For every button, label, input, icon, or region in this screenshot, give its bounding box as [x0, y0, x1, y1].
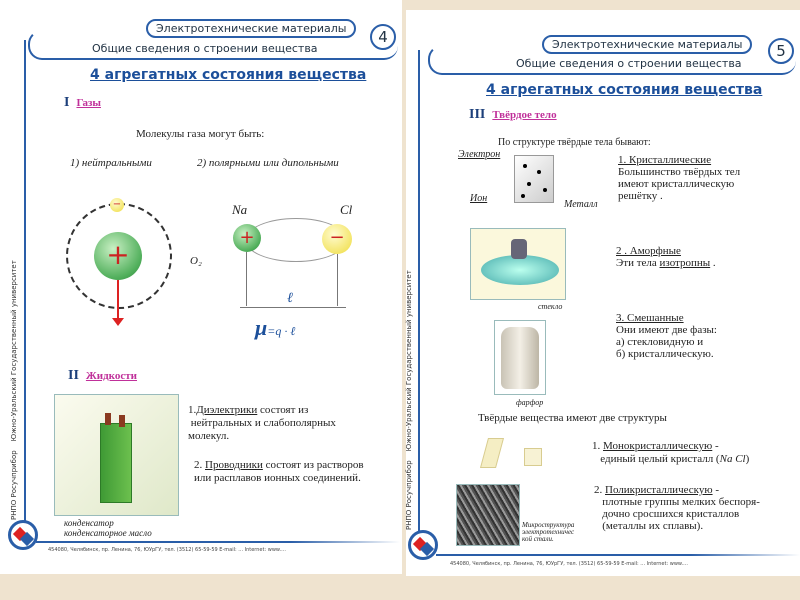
length-label: ℓ	[287, 291, 293, 306]
page-5	[406, 10, 800, 576]
mu-symbol: μ	[255, 315, 268, 340]
footer-address: 454080, Челябинск, пр. Ленина, 76, ЮУрГУ, тел. (3512) 65-59-59 E-mail: ... Internet: www....	[48, 547, 286, 553]
metal-label: Металл	[564, 199, 598, 210]
microstructure-caption: Микроструктура электротехничес кой стали.	[522, 521, 575, 543]
capacitor-image	[54, 394, 179, 516]
plus-sign: +	[239, 227, 255, 248]
sidebar-text: РНПО Росучприбор Южно-Уральский Государственный университет	[10, 260, 18, 520]
sidebar-text: РНПО Росучприбор Южно-Уральский Государственный университет	[405, 270, 413, 530]
terminal	[105, 413, 111, 425]
atom-dot	[543, 188, 547, 192]
page-title: 4 агрегатных состояния вещества	[90, 67, 367, 83]
polycrystal-text: 2. Поликристаллическую - плотные группы мелких беспоря- дочно сросшихся кристаллов (металлы их сплавы).	[594, 484, 760, 532]
conductors-text: 2. Проводники состоят из растворов или расплавов ионных соединений.	[194, 459, 364, 484]
mixed-text: 3. Смешанные Они имеют две фазы: а) стекловидную и б) кристаллическую.	[616, 312, 717, 360]
section-gases	[64, 95, 101, 111]
electron-label: Электрон	[458, 149, 501, 160]
cl-label: Cl	[340, 202, 353, 217]
steel-microstructure-image	[456, 484, 520, 546]
section-label: Жидкости	[85, 370, 138, 382]
neutral-label: 1) нейтральными	[70, 157, 152, 169]
glass-insulator-image	[470, 228, 566, 300]
porcelain-body	[501, 327, 539, 389]
na-label: Na	[232, 202, 248, 217]
electron-ball	[110, 198, 124, 212]
ion-label: Ион	[470, 193, 488, 204]
insulator-disc	[481, 255, 559, 285]
minus-sign: −	[112, 199, 122, 210]
dielectrics-text: 1.Диэлектрики состоят из нейтральных и слабополярных молекул.	[188, 404, 336, 442]
section-liquids	[68, 368, 137, 384]
atom-dot	[523, 164, 527, 168]
university-logo	[8, 520, 38, 550]
arrow-head-icon	[112, 318, 124, 326]
two-structures-text: Твёрдые вещества имеют две структуры	[478, 412, 667, 424]
dipole-formula	[255, 316, 295, 343]
distance-line-left	[246, 252, 247, 306]
atom-dot	[521, 194, 525, 198]
distance-line-right	[337, 254, 338, 306]
capacitor-caption	[64, 518, 152, 538]
page-title: 4 агрегатных состояния вещества	[486, 82, 763, 98]
na-ion-ball	[233, 224, 261, 252]
section-solids	[469, 107, 557, 123]
dipole-arrow-icon	[117, 280, 119, 320]
atom-dot	[537, 170, 541, 174]
page-number: 5	[768, 38, 794, 64]
footer-line	[436, 554, 800, 556]
cl-ion-ball	[322, 224, 352, 254]
glass-caption: стекло	[538, 302, 563, 311]
porcelain-caption: фарфор	[516, 398, 544, 407]
section-numeral: III	[469, 107, 486, 122]
sidebar-line	[24, 40, 26, 530]
section-label: Твёрдое тело	[492, 109, 557, 121]
insulator-cap	[511, 239, 527, 259]
header-subtitle: Общие сведения о строении вещества	[516, 57, 742, 70]
course-title: Электротехнические материалы	[542, 35, 752, 54]
formula-rest: =q · ℓ	[267, 324, 296, 338]
page-4	[0, 0, 402, 574]
crystal-prism-icon	[480, 438, 504, 468]
caption-line: конденсаторное масло	[64, 528, 152, 538]
university-logo	[408, 530, 438, 560]
footer-address: 454080, Челябинск, пр. Ленина, 76, ЮУрГУ, тел. (3512) 65-59-59 E-mail: ... Internet: www....	[450, 561, 688, 567]
atom-dot	[527, 182, 531, 186]
monocrystal-text: 1. Монокристаллическую - единый целый кристалл (Na Cl)	[592, 440, 750, 465]
capacitor-body	[100, 423, 132, 503]
amorphous-text: 2 . Аморфные Эти тела изотропны .	[616, 245, 716, 269]
caption-line: конденсатор	[64, 518, 114, 528]
page-number: 4	[370, 24, 396, 50]
crystal-cube-icon	[524, 448, 542, 466]
sidebar-line	[418, 50, 420, 540]
solids-intro: По структуре твёрдые тела бывают:	[498, 137, 651, 148]
header-subtitle: Общие сведения о строении вещества	[92, 42, 318, 55]
section-numeral: I	[64, 95, 70, 110]
o2-label: O₂	[190, 255, 202, 267]
course-title: Электротехнические материалы	[146, 19, 356, 38]
nucleus-ball	[94, 232, 142, 280]
crystal-lattice-icon	[514, 155, 554, 203]
distance-baseline	[240, 307, 346, 308]
plus-sign: +	[106, 238, 130, 271]
footer-line	[36, 541, 400, 543]
porcelain-insulator-image	[494, 320, 546, 395]
gases-intro: Молекулы газа могут быть:	[136, 128, 265, 140]
polar-label: 2) полярными или дипольными	[197, 157, 339, 169]
section-label: Газы	[76, 97, 101, 109]
section-numeral: II	[68, 368, 79, 383]
crystalline-text: 1. Кристаллические Большинство твёрдых тел имеют кристаллическую решётку .	[618, 154, 741, 202]
terminal	[119, 415, 125, 427]
minus-sign: −	[329, 227, 345, 248]
